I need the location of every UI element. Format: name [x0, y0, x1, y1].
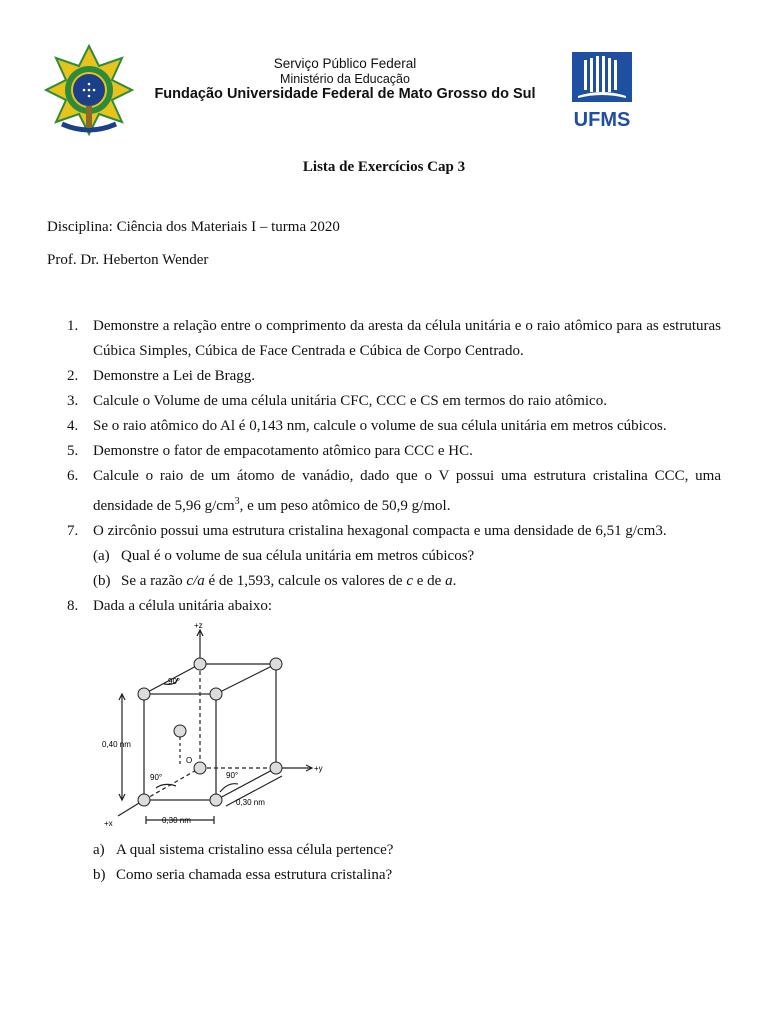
- z-axis-label: +z: [194, 621, 203, 630]
- depth-dimension-label: 0,30 nm: [162, 816, 191, 825]
- professor-line: Prof. Dr. Heberton Wender: [47, 252, 209, 268]
- institution-header: [150, 56, 540, 103]
- x-axis-label: +x: [104, 819, 113, 828]
- question-5: 5. Demonstre o fator de empacotamento atômico para CCC e HC.: [67, 443, 473, 459]
- discipline-line: Disciplina: Ciência dos Materiais I – turma 2020: [47, 219, 340, 235]
- question-4: 4. Se o raio atômico do Al é 0,143 nm, calcule o volume de sua célula unitária em metros cúbicos.: [67, 418, 667, 434]
- angle-top-label: 90°: [168, 677, 181, 686]
- question-7: 7. O zircônio possui uma estrutura cristalina hexagonal compacta e uma densidade de 6,51 g/cm3. (a) Qual é o volume de sua célula unitária em metros cúbicos? (b) Se a razão c/a é de 1,593, calcule os valores de c e de a.: [47, 519, 721, 594]
- header-line-federal-service: Serviço Público Federal: [273, 56, 417, 71]
- question-8a: a) A qual sistema cristalino essa célula pertence?: [93, 842, 394, 858]
- question-7-subitems: [93, 544, 721, 594]
- angle-left-label: 90°: [150, 773, 163, 782]
- question-7b: (b) Se a razão c/a é de 1,593, calcule os valores de c e de a.: [93, 573, 457, 589]
- angle-right-label: 90°: [226, 771, 239, 780]
- question-2: 2. Demonstre a Lei de Bragg.: [67, 368, 256, 384]
- header-line-ministry: Ministério da Educação: [280, 71, 410, 86]
- document-title: Lista de Exercícios Cap 3: [302, 159, 466, 175]
- question-8b: b) Como seria chamada essa estrutura cristalina?: [93, 867, 393, 883]
- width-dimension-label: 0,30 nm: [236, 798, 265, 807]
- question-8-subitems: [93, 838, 393, 888]
- unit-cell-diagram: [100, 616, 340, 830]
- question-3: 3. Calcule o Volume de uma célula unitária CFC, CCC e CS em termos do raio atômico.: [67, 393, 607, 409]
- brazil-coat-of-arms-icon: [44, 44, 134, 136]
- height-dimension-label: 0,40 nm: [102, 740, 131, 749]
- question-6: 6. Calcule o raio de um átomo de vanádio, dado que o V possui uma estrutura cristalina CCC, uma densidade de 5,96 $g/cm^3$, e um peso atômico de 50,9 g/mol.: [67, 468, 721, 514]
- ufms-logo-text: UFMS: [573, 109, 631, 131]
- question-1: 1. Demonstre a relação entre o comprimento da aresta da célula unitária e o raio atômico para as estruturas Cúbica Simples, Cúbica de Face Centrada e Cúbica de Corpo Centrado.: [67, 318, 721, 359]
- header-line-university: Fundação Universidade Federal de Mato Grosso do Sul: [154, 85, 536, 102]
- question-7a: (a) Qual é o volume de sua célula unitária em metros cúbicos?: [93, 548, 475, 564]
- ufms-logo-icon: [570, 50, 634, 132]
- origin-label: O: [186, 756, 193, 765]
- y-axis-label: +y: [314, 764, 323, 773]
- question-list: [47, 314, 721, 619]
- question-8: 8. Dada a célula unitária abaixo:: [67, 598, 273, 614]
